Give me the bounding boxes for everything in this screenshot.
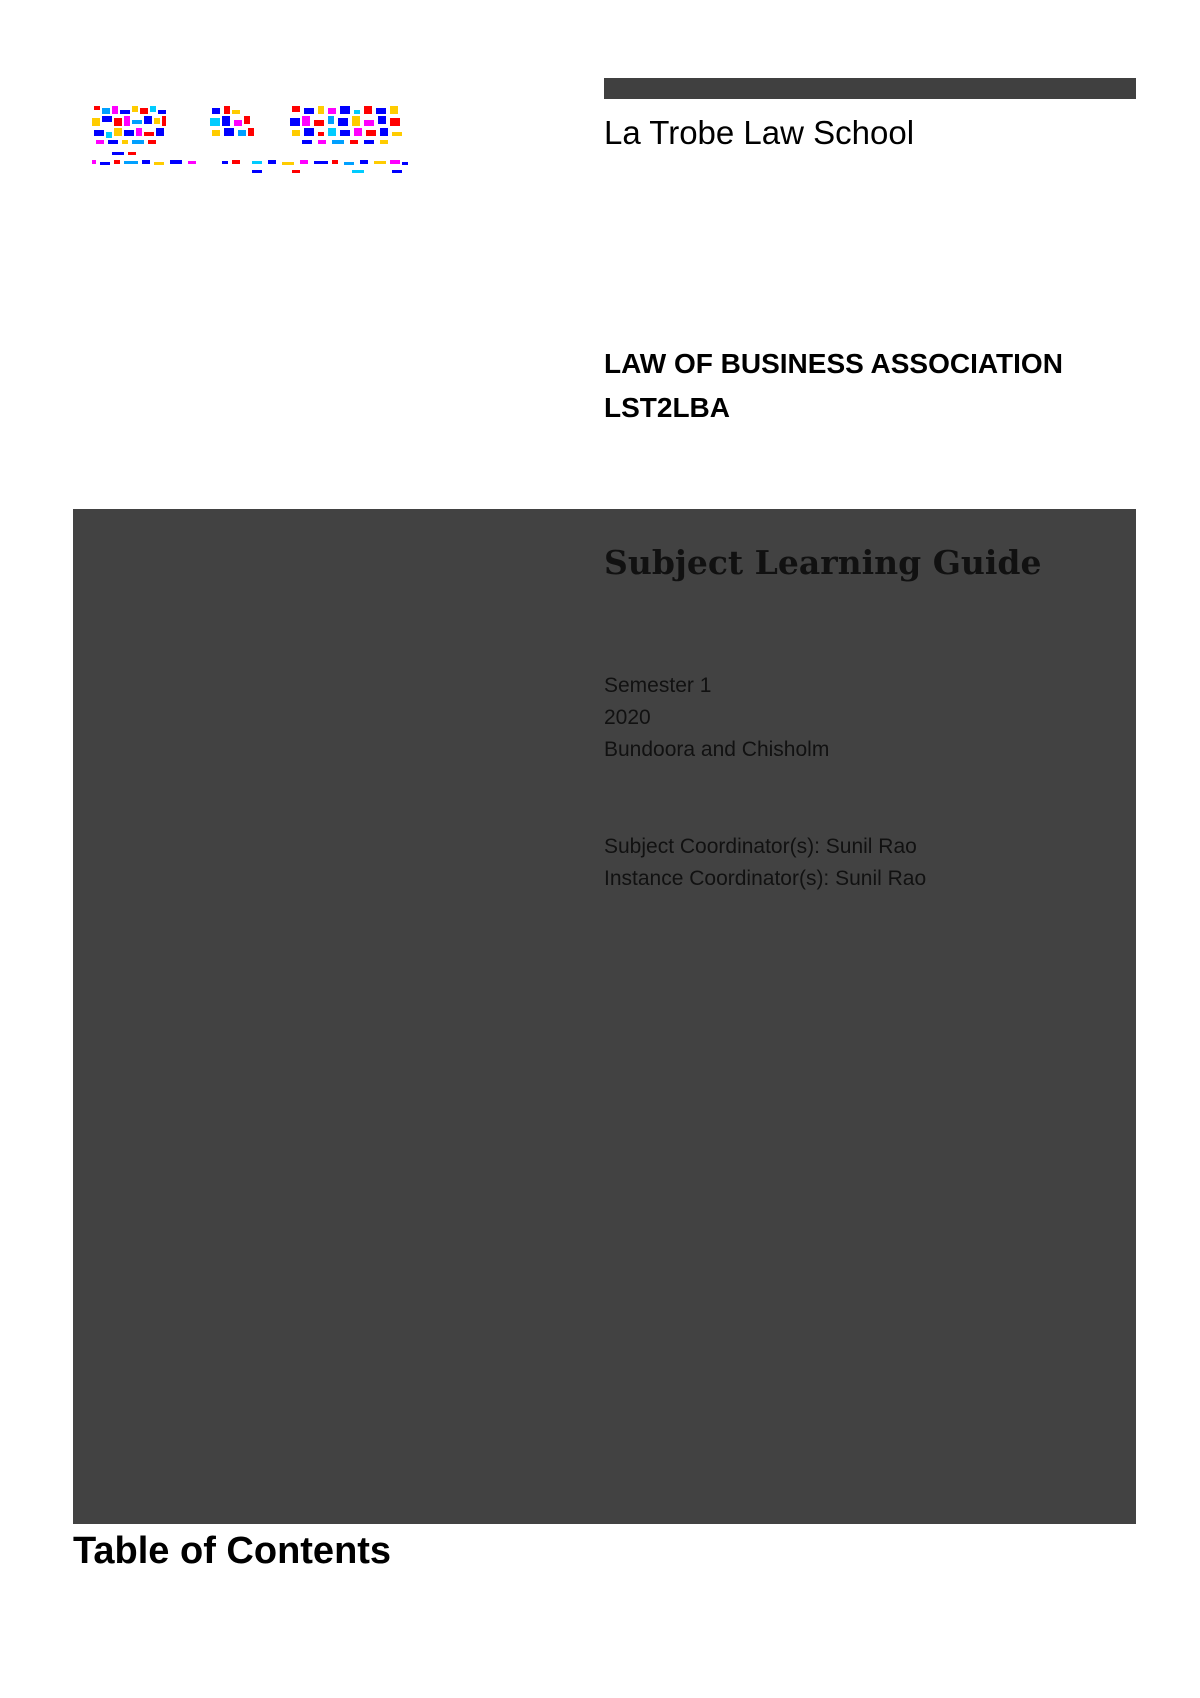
campuses: Bundoora and Chisholm — [604, 738, 830, 761]
cover-panel — [73, 509, 1136, 1524]
table-of-contents-heading: Table of Contents — [73, 1530, 392, 1572]
year: 2020 — [604, 706, 651, 729]
subject-title — [604, 342, 1063, 430]
school-name: La Trobe Law School — [604, 114, 915, 151]
university-logo-icon — [92, 104, 410, 178]
header-accent-bar — [604, 78, 1136, 99]
subject-coordinator: Subject Coordinator(s): Sunil Rao — [604, 835, 917, 858]
subject-name: LAW OF BUSINESS ASSOCIATION — [604, 348, 1063, 379]
instance-coordinator: Instance Coordinator(s): Sunil Rao — [604, 867, 927, 890]
subject-code: LST2LBA — [604, 392, 730, 423]
semester: Semester 1 — [604, 674, 712, 697]
guide-title: Subject Learning Guide — [604, 543, 1042, 582]
offering-details — [604, 670, 829, 766]
coordinator-details — [604, 831, 926, 895]
